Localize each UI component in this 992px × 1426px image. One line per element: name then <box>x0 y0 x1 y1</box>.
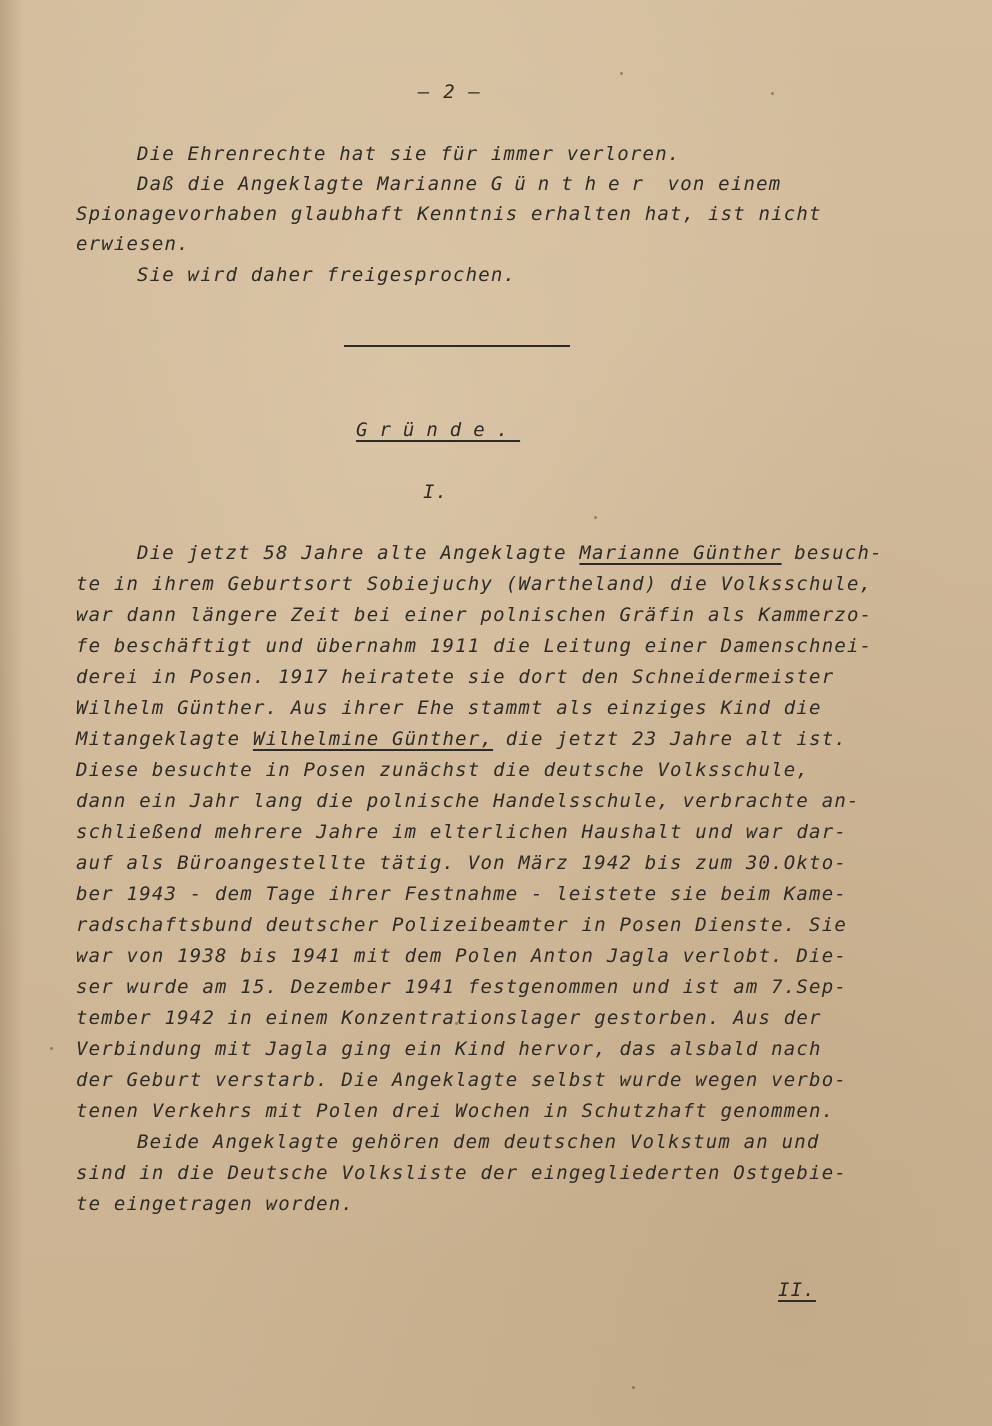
roman-numeral-heading: I. <box>423 481 449 503</box>
paper-fleck <box>50 1047 53 1050</box>
paper-fleck <box>771 92 774 95</box>
body-line-20: Beide Angeklagte gehören dem deutschen Volkstum an und <box>137 1131 820 1153</box>
page-edge-shadow <box>0 0 24 1426</box>
body-line-14: war von 1938 bis 1941 mit dem Polen Anton Jagla verlobt. Die- <box>76 945 847 967</box>
body-line-5: derei in Posen. 1917 heiratete sie dort den Schneidermeister <box>76 666 835 688</box>
paper-fleck <box>632 1386 635 1389</box>
verdict-line-2-text: Daß die Angeklagte Marianne <box>137 173 491 195</box>
body-line-2: te in ihrem Geburtsort Sobiejuchy (Wartheland) die Volksschule, <box>76 573 873 595</box>
co-defendant-name-underlined: Wilhelmine Günther, <box>252 728 494 750</box>
verdict-line-1: Die Ehrenrechte hat sie für immer verloren. <box>137 143 681 165</box>
next-section-marker: II. <box>778 1279 816 1301</box>
verdict-line-2-end: von einem <box>654 173 782 195</box>
verdict-line-5: Sie wird daher freigesprochen. <box>137 264 517 286</box>
body-line-1-text: Die jetzt 58 Jahre alte Angeklagte <box>137 542 580 564</box>
paper-fleck <box>620 72 623 75</box>
body-line-12: ber 1943 - dem Tage ihrer Festnahme - leistete sie beim Kame- <box>76 883 847 905</box>
body-line-17: Verbindung mit Jagla ging ein Kind hervor, das alsbald nach <box>76 1038 822 1060</box>
body-line-6: Wilhelm Günther. Aus ihrer Ehe stammt als einziges Kind die <box>76 697 822 719</box>
body-line-7 <box>76 727 847 751</box>
section-divider <box>344 345 570 347</box>
body-line-19: tenen Verkehrs mit Polen drei Wochen in Schutzhaft genommen. <box>76 1100 835 1122</box>
body-line-10: schließend mehrere Jahre im elterlichen Haushalt und war dar- <box>76 821 847 843</box>
verdict-line-4: erwiesen. <box>76 233 190 255</box>
page-number: – 2 – <box>418 81 482 103</box>
body-line-3: war dann längere Zeit bei einer polnischen Gräfin als Kammerzo- <box>76 604 873 626</box>
body-line-9: dann ein Jahr lang die polnische Handelsschule, verbrachte an- <box>76 790 860 812</box>
body-line-1 <box>137 541 883 565</box>
verdict-line-2 <box>137 172 781 196</box>
body-line-15: ser wurde am 15. Dezember 1941 festgenommen und ist am 7.Sep- <box>76 976 847 998</box>
body-line-16: tember 1942 in einem Konzentrationslager gestorben. Aus der <box>76 1007 822 1029</box>
body-line-22: te eingetragen worden. <box>76 1193 355 1215</box>
body-line-7-text: Mitangeklagte <box>76 728 253 750</box>
body-line-21: sind in die Deutsche Volksliste der eingegliederten Ostgebie- <box>76 1162 847 1184</box>
verdict-line-3: Spionagevorhaben glaubhaft Kenntnis erhalten hat, ist nicht <box>76 203 822 225</box>
body-line-8: Diese besuchte in Posen zunächst die deutsche Volksschule, <box>76 759 810 781</box>
body-line-4: fe beschäftigt und übernahm 1911 die Leitung einer Damenschnei- <box>76 635 873 657</box>
body-line-1-end: besuch- <box>781 542 883 564</box>
defendant-name-spaced: Günther <box>490 173 655 195</box>
section-heading: Gründe. <box>356 419 521 441</box>
paper-fleck <box>455 1022 458 1025</box>
defendant-name-underlined: Marianne Günther <box>579 542 782 564</box>
body-line-13: radschaftsbund deutscher Polizeibeamter in Posen Dienste. Sie <box>76 914 847 936</box>
body-line-11: auf als Büroangestellte tätig. Von März 1942 bis zum 30.Okto- <box>76 852 847 874</box>
body-line-7-end: die jetzt 23 Jahre alt ist. <box>493 728 847 750</box>
paper-fleck <box>594 516 597 519</box>
body-line-18: der Geburt verstarb. Die Angeklagte selbst wurde wegen verbo- <box>76 1069 847 1091</box>
